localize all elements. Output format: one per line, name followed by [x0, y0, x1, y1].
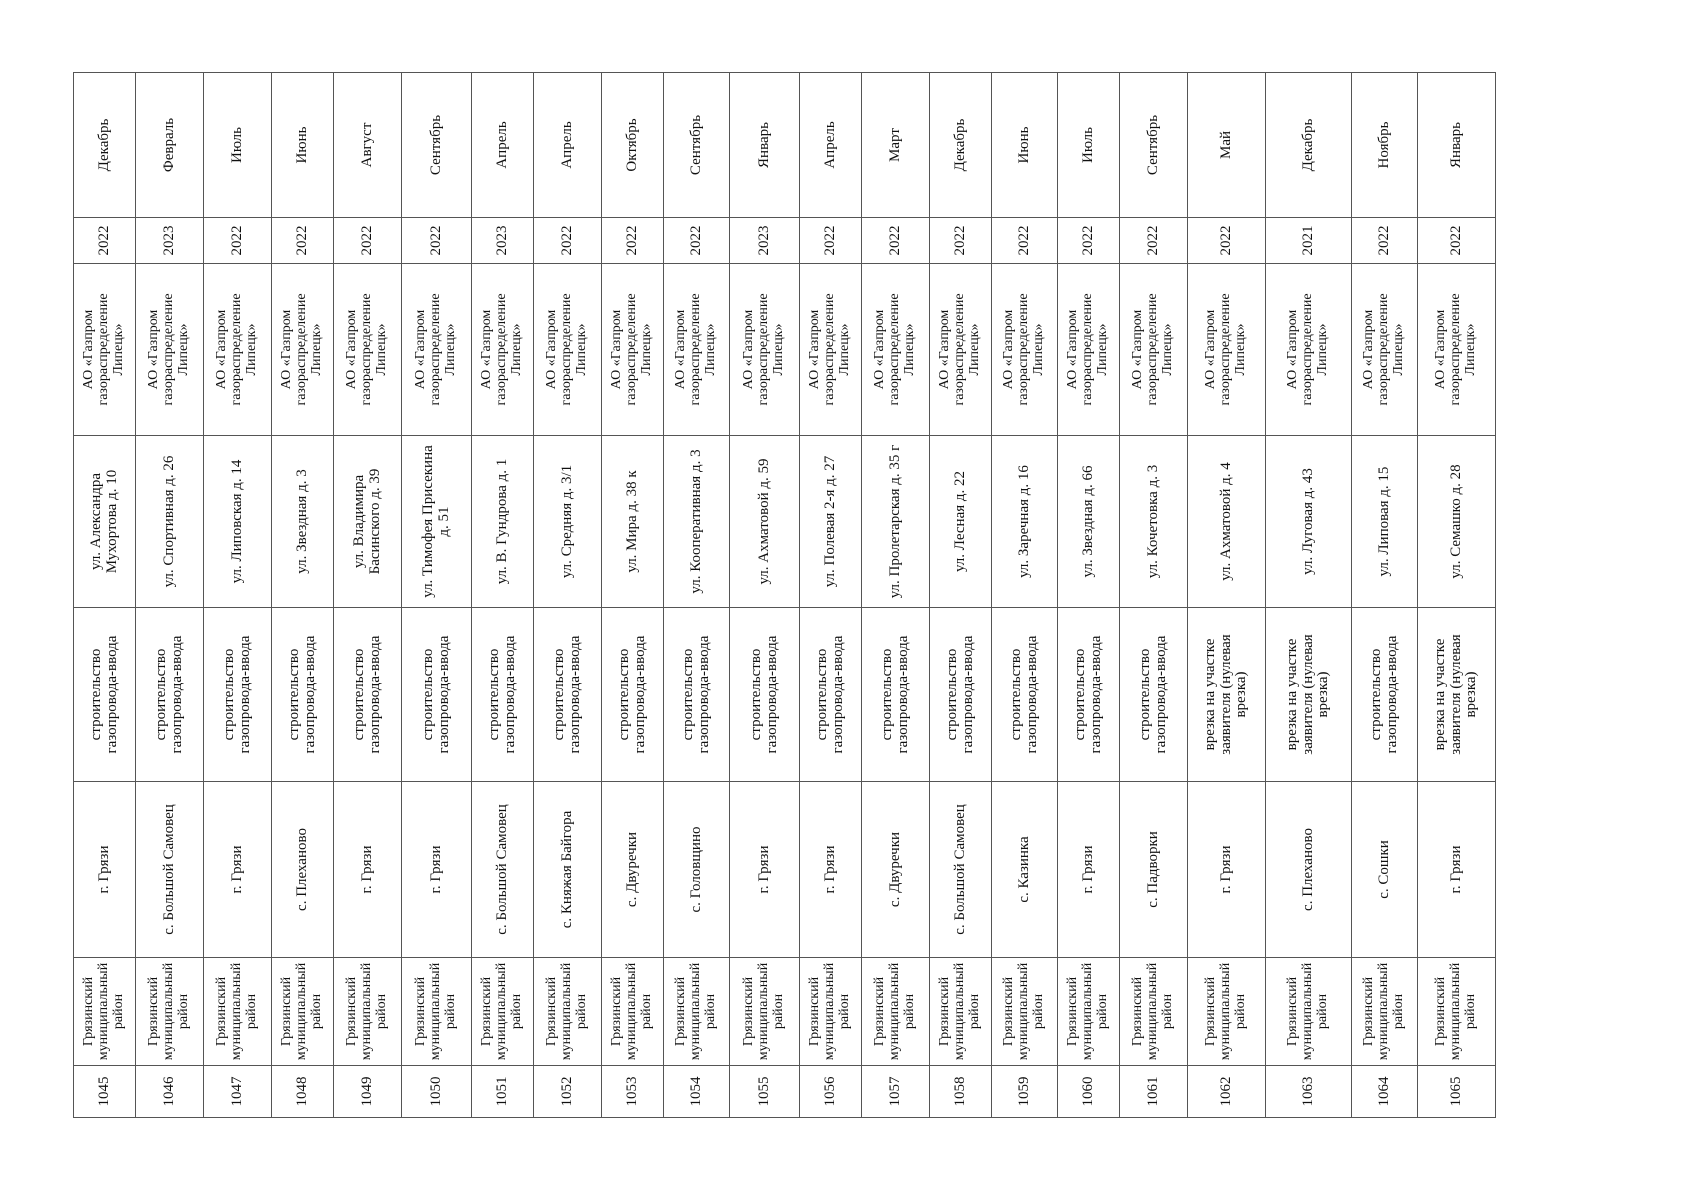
row-number: 1050: [402, 1066, 472, 1118]
row-number: 1053: [602, 1066, 664, 1118]
settlement-cell: с. Казинка: [992, 782, 1058, 958]
address-cell: ул. Мира д. 38 к: [602, 436, 664, 608]
month-cell: Июнь: [992, 73, 1058, 218]
table-row: [1418, 73, 1496, 1118]
year-cell: 2022: [800, 218, 862, 264]
year-cell: 2022: [664, 218, 730, 264]
row-number: 1047: [204, 1066, 272, 1118]
organization-cell: АО «Газпром газораспределение Липецк»: [1058, 264, 1120, 436]
work-type-cell: строительство газопровода-ввода: [1120, 608, 1188, 782]
year-cell: 2022: [1188, 218, 1266, 264]
row-number: 1045: [74, 1066, 136, 1118]
district-cell: Грязинский муниципальный район: [334, 958, 402, 1066]
settlement-cell: г. Грязи: [1188, 782, 1266, 958]
organization-cell: АО «Газпром газораспределение Липецк»: [272, 264, 334, 436]
table-row: [136, 73, 204, 1118]
settlement-cell: с. Сошки: [1352, 782, 1418, 958]
district-cell: Грязинский муниципальный район: [1418, 958, 1496, 1066]
settlement-cell: г. Грязи: [800, 782, 862, 958]
work-type-cell: строительство газопровода-ввода: [992, 608, 1058, 782]
settlement-cell: с. Падворки: [1120, 782, 1188, 958]
month-cell: Сентябрь: [402, 73, 472, 218]
row-number: 1048: [272, 1066, 334, 1118]
district-cell: Грязинский муниципальный район: [534, 958, 602, 1066]
month-cell: Май: [1188, 73, 1266, 218]
month-cell: Январь: [730, 73, 800, 218]
work-type-cell: строительство газопровода-ввода: [862, 608, 930, 782]
work-type-cell: строительство газопровода-ввода: [800, 608, 862, 782]
address-cell: ул. Пролетарская д. 35 г: [862, 436, 930, 608]
settlement-cell: с. Головщино: [664, 782, 730, 958]
organization-cell: АО «Газпром газораспределение Липецк»: [204, 264, 272, 436]
year-cell: 2021: [1266, 218, 1352, 264]
year-cell: 2022: [862, 218, 930, 264]
gas-connection-table: [73, 72, 1496, 1118]
month-cell: Сентябрь: [1120, 73, 1188, 218]
table-row: [402, 73, 472, 1118]
organization-cell: АО «Газпром газораспределение Липецк»: [1266, 264, 1352, 436]
table-row: [862, 73, 930, 1118]
work-type-cell: строительство газопровода-ввода: [402, 608, 472, 782]
month-cell: Декабрь: [74, 73, 136, 218]
district-cell: Грязинский муниципальный район: [402, 958, 472, 1066]
organization-cell: АО «Газпром газораспределение Липецк»: [602, 264, 664, 436]
organization-cell: АО «Газпром газораспределение Липецк»: [1352, 264, 1418, 436]
row-number: 1062: [1188, 1066, 1266, 1118]
work-type-cell: строительство газопровода-ввода: [534, 608, 602, 782]
organization-cell: АО «Газпром газораспределение Липецк»: [534, 264, 602, 436]
address-cell: ул. Ахматовой д. 59: [730, 436, 800, 608]
settlement-cell: г. Грязи: [402, 782, 472, 958]
row-number: 1060: [1058, 1066, 1120, 1118]
month-cell: Июль: [1058, 73, 1120, 218]
month-cell: Июнь: [272, 73, 334, 218]
organization-cell: АО «Газпром газораспределение Липецк»: [1418, 264, 1496, 436]
organization-cell: АО «Газпром газораспределение Липецк»: [136, 264, 204, 436]
work-type-cell: строительство газопровода-ввода: [664, 608, 730, 782]
work-type-cell: строительство газопровода-ввода: [74, 608, 136, 782]
year-cell: 2022: [1058, 218, 1120, 264]
organization-cell: АО «Газпром газораспределение Липецк»: [334, 264, 402, 436]
year-cell: 2022: [334, 218, 402, 264]
month-cell: Январь: [1418, 73, 1496, 218]
settlement-cell: с. Большой Самовец: [136, 782, 204, 958]
table-row: [930, 73, 992, 1118]
year-cell: 2023: [730, 218, 800, 264]
district-cell: Грязинский муниципальный район: [1352, 958, 1418, 1066]
work-type-cell: строительство газопровода-ввода: [930, 608, 992, 782]
table-body: [74, 73, 1496, 1118]
table-row: [472, 73, 534, 1118]
row-number: 1058: [930, 1066, 992, 1118]
year-cell: 2022: [74, 218, 136, 264]
district-cell: Грязинский муниципальный район: [472, 958, 534, 1066]
work-type-cell: строительство газопровода-ввода: [136, 608, 204, 782]
month-cell: Апрель: [472, 73, 534, 218]
row-number: 1059: [992, 1066, 1058, 1118]
work-type-cell: строительство газопровода-ввода: [602, 608, 664, 782]
district-cell: Грязинский муниципальный район: [1266, 958, 1352, 1066]
organization-cell: АО «Газпром газораспределение Липецк»: [1188, 264, 1266, 436]
month-cell: Июль: [204, 73, 272, 218]
organization-cell: АО «Газпром газораспределение Липецк»: [730, 264, 800, 436]
settlement-cell: г. Грязи: [1058, 782, 1120, 958]
address-cell: ул. Кочетовка д. 3: [1120, 436, 1188, 608]
table-row: [730, 73, 800, 1118]
row-number: 1051: [472, 1066, 534, 1118]
district-cell: Грязинский муниципальный район: [800, 958, 862, 1066]
district-cell: Грязинский муниципальный район: [930, 958, 992, 1066]
year-cell: 2022: [992, 218, 1058, 264]
district-cell: Грязинский муниципальный район: [136, 958, 204, 1066]
month-cell: Декабрь: [1266, 73, 1352, 218]
district-cell: Грязинский муниципальный район: [74, 958, 136, 1066]
organization-cell: АО «Газпром газораспределение Липецк»: [862, 264, 930, 436]
organization-cell: АО «Газпром газораспределение Липецк»: [402, 264, 472, 436]
month-cell: Февраль: [136, 73, 204, 218]
organization-cell: АО «Газпром газораспределение Липецк»: [1120, 264, 1188, 436]
month-cell: Август: [334, 73, 402, 218]
address-cell: ул. Заречная д. 16: [992, 436, 1058, 608]
settlement-cell: с. Княжая Байгора: [534, 782, 602, 958]
year-cell: 2022: [1418, 218, 1496, 264]
address-cell: ул. Кооперативная д. 3: [664, 436, 730, 608]
settlement-cell: с. Плеханово: [272, 782, 334, 958]
address-cell: ул. Луговая д. 43: [1266, 436, 1352, 608]
address-cell: ул. Ахматовой д. 4: [1188, 436, 1266, 608]
row-number: 1061: [1120, 1066, 1188, 1118]
district-cell: Грязинский муниципальный район: [272, 958, 334, 1066]
month-cell: Ноябрь: [1352, 73, 1418, 218]
work-type-cell: строительство газопровода-ввода: [204, 608, 272, 782]
row-number: 1064: [1352, 1066, 1418, 1118]
row-number: 1057: [862, 1066, 930, 1118]
month-cell: Сентябрь: [664, 73, 730, 218]
month-cell: Апрель: [800, 73, 862, 218]
district-cell: Грязинский муниципальный район: [1120, 958, 1188, 1066]
year-cell: 2022: [602, 218, 664, 264]
settlement-cell: г. Грязи: [334, 782, 402, 958]
organization-cell: АО «Газпром газораспределение Липецк»: [930, 264, 992, 436]
work-type-cell: строительство газопровода-ввода: [1058, 608, 1120, 782]
row-number: 1056: [800, 1066, 862, 1118]
month-cell: Апрель: [534, 73, 602, 218]
year-cell: 2022: [534, 218, 602, 264]
work-type-cell: строительство газопровода-ввода: [472, 608, 534, 782]
work-type-cell: строительство газопровода-ввода: [730, 608, 800, 782]
year-cell: 2022: [204, 218, 272, 264]
district-cell: Грязинский муниципальный район: [862, 958, 930, 1066]
work-type-cell: врезка на участке заявителя (нулевая врезка): [1188, 608, 1266, 782]
row-number: 1052: [534, 1066, 602, 1118]
table-row: [602, 73, 664, 1118]
district-cell: Грязинский муниципальный район: [664, 958, 730, 1066]
settlement-cell: с. Большой Самовец: [472, 782, 534, 958]
organization-cell: АО «Газпром газораспределение Липецк»: [992, 264, 1058, 436]
table-row: [1266, 73, 1352, 1118]
table-row: [664, 73, 730, 1118]
address-cell: ул. Полевая 2-я д. 27: [800, 436, 862, 608]
district-cell: Грязинский муниципальный район: [730, 958, 800, 1066]
work-type-cell: строительство газопровода-ввода: [1352, 608, 1418, 782]
row-number: 1049: [334, 1066, 402, 1118]
settlement-cell: г. Грязи: [74, 782, 136, 958]
district-cell: Грязинский муниципальный район: [992, 958, 1058, 1066]
year-cell: 2023: [472, 218, 534, 264]
settlement-cell: с. Плеханово: [1266, 782, 1352, 958]
month-cell: Март: [862, 73, 930, 218]
district-cell: Грязинский муниципальный район: [1188, 958, 1266, 1066]
address-cell: ул. Владимира Басинского д. 39: [334, 436, 402, 608]
row-number: 1054: [664, 1066, 730, 1118]
table-row: [272, 73, 334, 1118]
address-cell: ул. Средняя д. 3/1: [534, 436, 602, 608]
work-type-cell: врезка на участке заявителя (нулевая врезка): [1266, 608, 1352, 782]
row-number: 1065: [1418, 1066, 1496, 1118]
work-type-cell: строительство газопровода-ввода: [272, 608, 334, 782]
year-cell: 2022: [1120, 218, 1188, 264]
year-cell: 2022: [930, 218, 992, 264]
settlement-cell: г. Грязи: [730, 782, 800, 958]
organization-cell: АО «Газпром газораспределение Липецк»: [664, 264, 730, 436]
table-row: [800, 73, 862, 1118]
table-row: [74, 73, 136, 1118]
work-type-cell: врезка на участке заявителя (нулевая врезка): [1418, 608, 1496, 782]
address-cell: ул. Тимофея Присекина д. 51: [402, 436, 472, 608]
month-cell: Декабрь: [930, 73, 992, 218]
table-row: [992, 73, 1058, 1118]
settlement-cell: с. Двуречки: [862, 782, 930, 958]
work-type-cell: строительство газопровода-ввода: [334, 608, 402, 782]
address-cell: ул. Липовая д. 15: [1352, 436, 1418, 608]
organization-cell: АО «Газпром газораспределение Липецк»: [800, 264, 862, 436]
address-cell: ул. Семашко д. 28: [1418, 436, 1496, 608]
row-number: 1063: [1266, 1066, 1352, 1118]
table-row: [1352, 73, 1418, 1118]
year-cell: 2022: [402, 218, 472, 264]
table-row: [204, 73, 272, 1118]
address-cell: ул. Звездная д. 3: [272, 436, 334, 608]
address-cell: ул. Александра Мухортова д. 10: [74, 436, 136, 608]
address-cell: ул. Спортивная д. 26: [136, 436, 204, 608]
organization-cell: АО «Газпром газораспределение Липецк»: [74, 264, 136, 436]
month-cell: Октябрь: [602, 73, 664, 218]
organization-cell: АО «Газпром газораспределение Липецк»: [472, 264, 534, 436]
address-cell: ул. Звездная д. 66: [1058, 436, 1120, 608]
settlement-cell: с. Большой Самовец: [930, 782, 992, 958]
address-cell: ул. Лесная д. 22: [930, 436, 992, 608]
table-row: [534, 73, 602, 1118]
row-number: 1046: [136, 1066, 204, 1118]
year-cell: 2023: [136, 218, 204, 264]
address-cell: ул. В. Гундрова д. 1: [472, 436, 534, 608]
settlement-cell: с. Двуречки: [602, 782, 664, 958]
district-cell: Грязинский муниципальный район: [204, 958, 272, 1066]
settlement-cell: г. Грязи: [1418, 782, 1496, 958]
table-row: [1120, 73, 1188, 1118]
district-cell: Грязинский муниципальный район: [1058, 958, 1120, 1066]
district-cell: Грязинский муниципальный район: [602, 958, 664, 1066]
year-cell: 2022: [272, 218, 334, 264]
row-number: 1055: [730, 1066, 800, 1118]
settlement-cell: г. Грязи: [204, 782, 272, 958]
table-row: [334, 73, 402, 1118]
address-cell: ул. Липовская д. 14: [204, 436, 272, 608]
table-row: [1188, 73, 1266, 1118]
year-cell: 2022: [1352, 218, 1418, 264]
table-row: [1058, 73, 1120, 1118]
